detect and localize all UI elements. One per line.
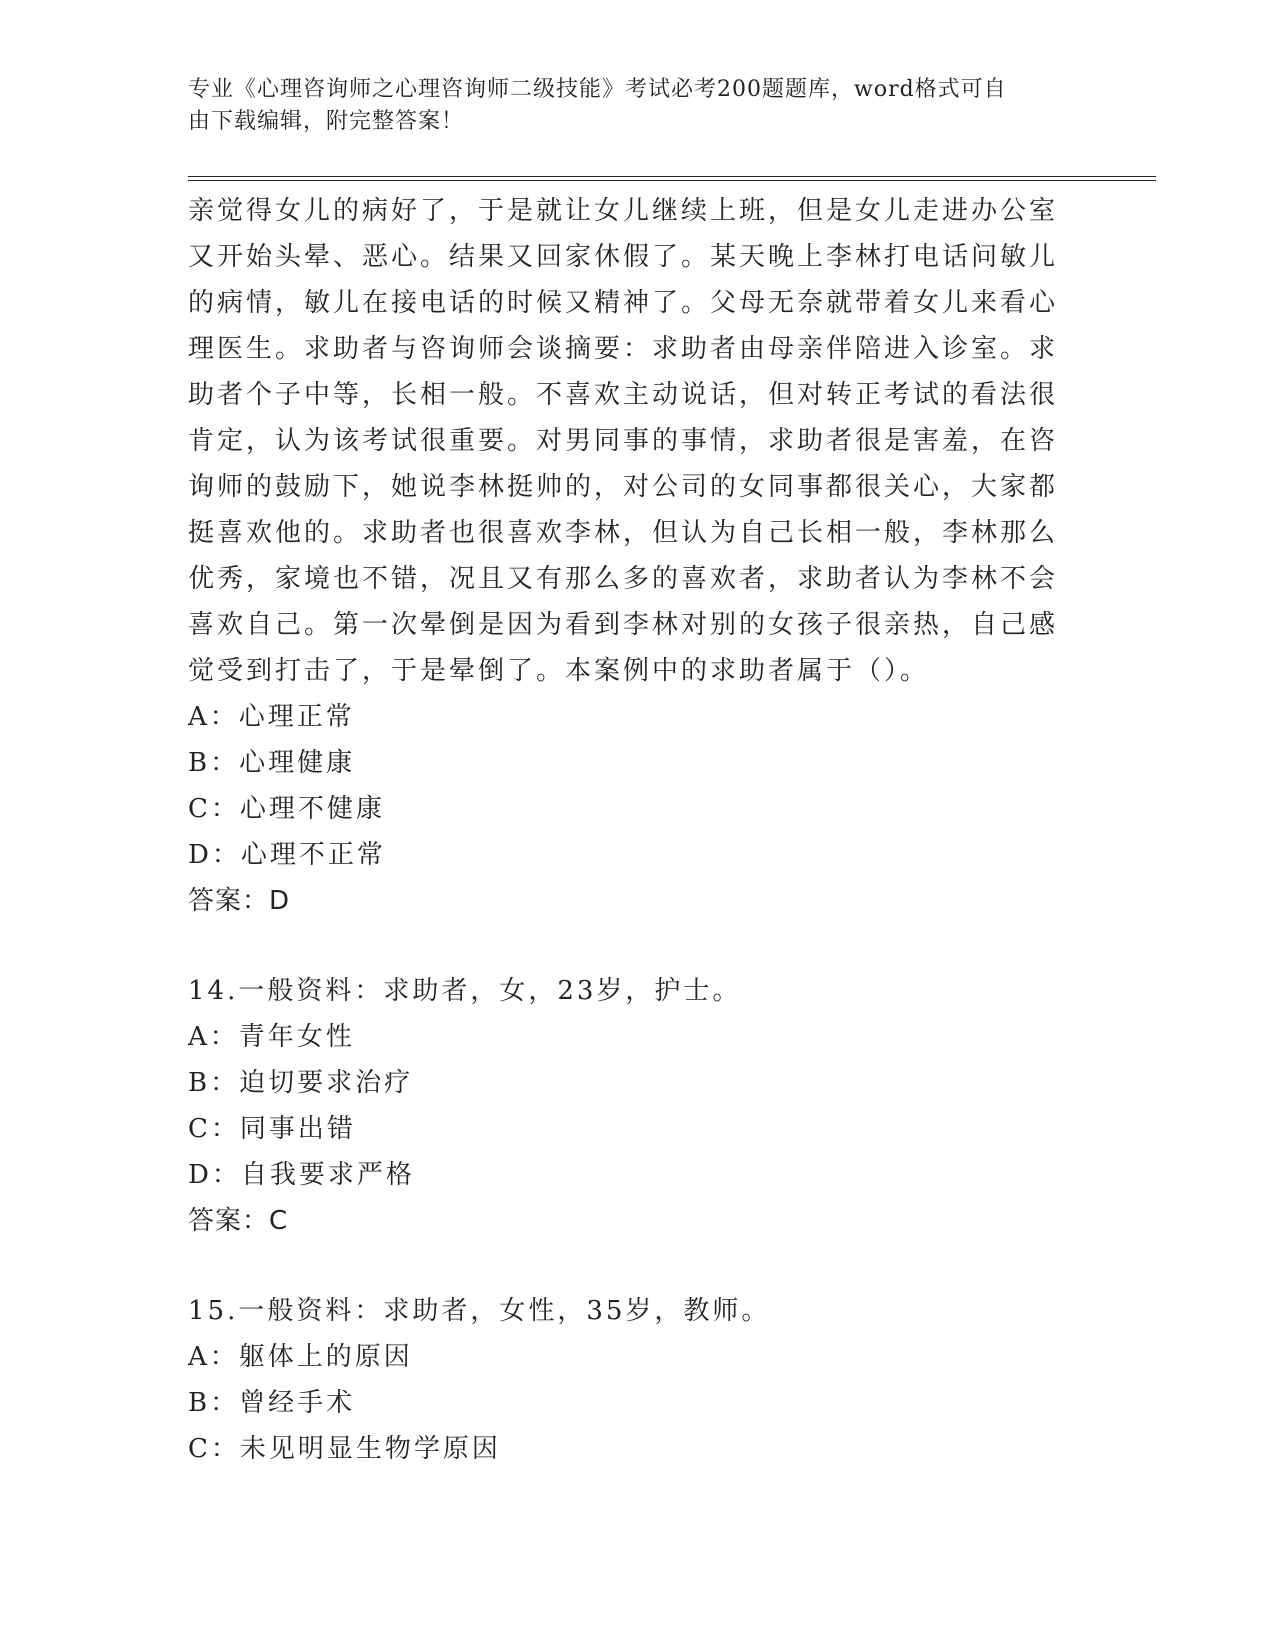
passage-line: 亲觉得女儿的病好了，于是就让女儿继续上班，但是女儿走进办公室	[188, 196, 1059, 226]
passage-line: 挺喜欢他的。求助者也很喜欢李林，但认为自己长相一般，李林那么	[188, 518, 1059, 548]
answer-line: 答案：C	[188, 1206, 289, 1236]
passage-line: 又开始头晕、恶心。结果又回家休假了。某天晚上李林打电话问敏儿	[188, 242, 1059, 272]
option-a: A：躯体上的原因	[188, 1342, 413, 1372]
answer-line: 答案：D	[188, 886, 291, 916]
passage-line: 的病情，敏儿在接电话的时候又精神了。父母无奈就带着女儿来看心	[188, 288, 1059, 318]
question-15-block	[188, 1288, 1068, 1472]
header-title-line-1: 专业《心理咨询师之心理咨询师二级技能》考试必考200题题库，word格式可自	[188, 77, 1007, 102]
option-c: C：未见明显生物学原因	[188, 1434, 501, 1464]
question-13-passage	[188, 188, 1068, 694]
option-a: A：青年女性	[188, 1022, 355, 1052]
header-title-line-2: 由下载编辑，附完整答案！	[188, 109, 465, 134]
passage-line: 助者个子中等，长相一般。不喜欢主动说话，但对转正考试的看法很	[188, 380, 1059, 410]
spacer	[188, 1244, 1068, 1288]
page-header	[188, 74, 1068, 138]
option-d: D：心理不正常	[188, 840, 386, 870]
passage-line: 询师的鼓励下，她说李林挺帅的，对公司的女同事都很关心，大家都	[188, 472, 1059, 502]
passage-line: 优秀，家境也不错，况且又有那么多的喜欢者，求助者认为李林不会	[188, 564, 1059, 594]
passage-line: 肯定，认为该考试很重要。对男同事的事情，求助者很是害羞，在咨	[188, 426, 1059, 456]
header-divider	[188, 176, 1156, 181]
option-c: C：心理不健康	[188, 794, 385, 824]
option-a: A：心理正常	[188, 702, 355, 732]
option-b: B：心理健康	[188, 748, 356, 778]
passage-line: 觉受到打击了，于是晕倒了。本案例中的求助者属于（）。	[188, 656, 930, 686]
question-13-block	[188, 188, 1068, 924]
spacer	[188, 924, 1068, 968]
option-d: D：自我要求严格	[188, 1160, 415, 1190]
question-14-block	[188, 968, 1068, 1244]
option-c: C：同事出错	[188, 1114, 356, 1144]
passage-line: 理医生。求助者与咨询师会谈摘要：求助者由母亲伴陪进入诊室。求	[188, 334, 1059, 364]
passage-line: 喜欢自己。第一次晕倒是因为看到李林对别的女孩子很亲热，自己感	[188, 610, 1059, 640]
option-b: B：曾经手术	[188, 1388, 356, 1418]
question-14-stem: 14.一般资料：求助者，女，23岁，护士。	[188, 976, 742, 1006]
option-b: B：迫切要求治疗	[188, 1068, 414, 1098]
question-15-stem: 15.一般资料：求助者，女性，35岁，教师。	[188, 1296, 771, 1326]
document-body	[188, 188, 1068, 1472]
